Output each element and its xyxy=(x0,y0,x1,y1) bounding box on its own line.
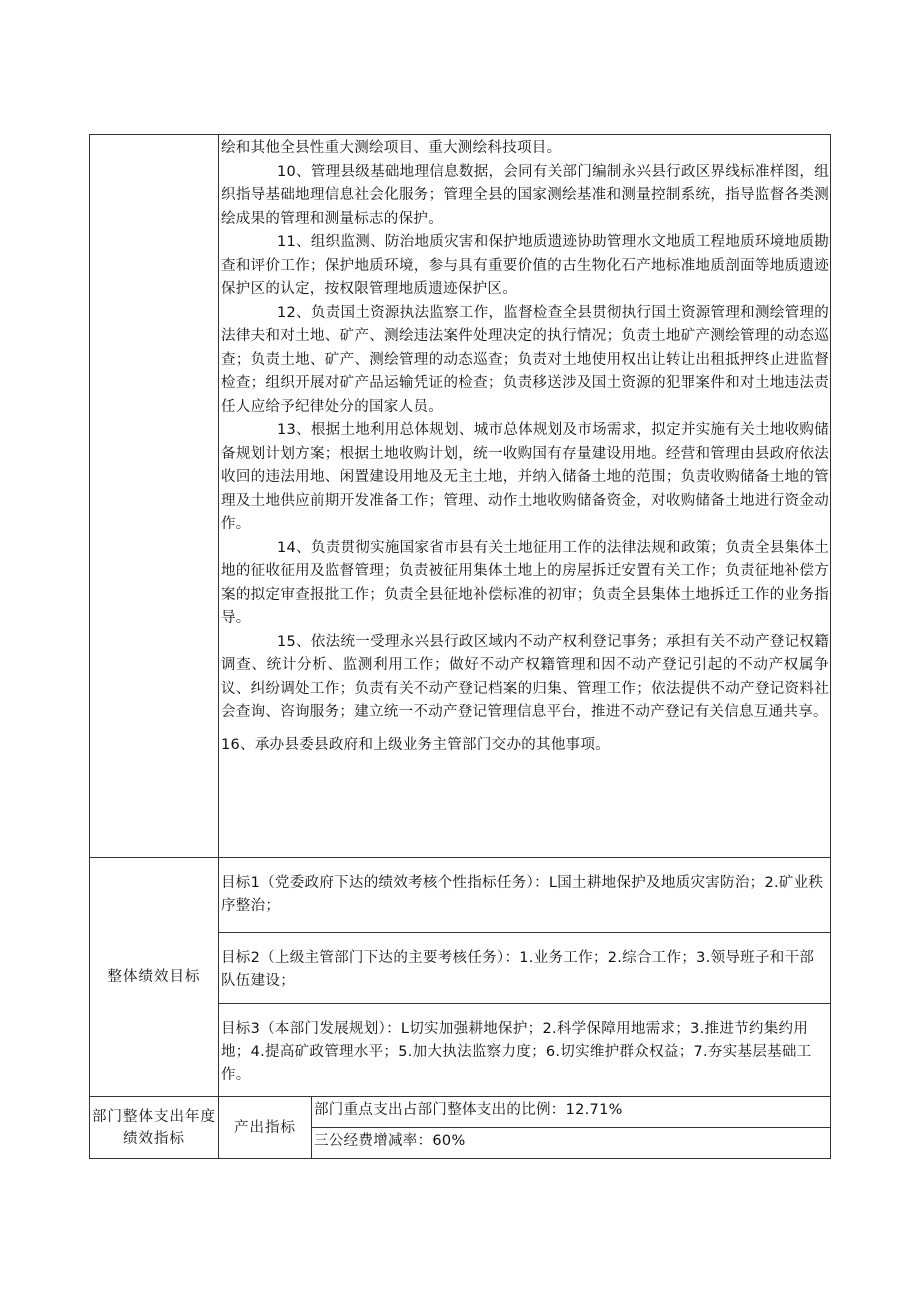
duty-item-12: 12、负责国土资源执法监察工作，监督检查全县贯彻执行国土资源管理和测绘管理的法律夫和对土地、矿产、测绘违法案件处理决定的执行情况；负责土地矿产测绘管理的动态巡查；负责土地、矿产、测绘管理的动态巡查；负责对土地使用权出让转让出租抵押终止进监督检查；组织开展对矿产品运输凭证的检查；负责移送涉及国土资源的犯罪案件和对土地违法责任人应给予纪律处分的国家人员。 xyxy=(221,304,829,415)
performance-table xyxy=(89,134,831,1159)
indicator-key-expenditure-ratio: 部门重点支出占部门整体支出的比例：12.71% xyxy=(312,1097,831,1128)
goal-target-1: 目标1（党委政府下达的绩效考核个性指标任务）：L国土耕地保护及地质灾害防治；2.矿业秩序整治； xyxy=(219,858,831,933)
goal-target-3: 目标3（本部门发展规划）：L切实加强耕地保护；2.科学保障用地需求；3.推进节约集约用地；4.提高矿政管理水平；5.加大执法监察力度；6.切实维护群众权益；7.夯实基层基础工作。 xyxy=(219,1004,831,1097)
duties-cell xyxy=(219,135,831,858)
goal-target-2: 目标2（上级主管部门下达的主要考核任务）：1.业务工作；2.综合工作；3.领导班子和干部队伍建设； xyxy=(219,933,831,1004)
annual-indicators-label: 部门整体支出年度绩效指标 xyxy=(90,1097,219,1159)
duties-row xyxy=(90,135,831,858)
duty-item-15: 15、依法统一受理永兴县行政区域内不动产权利登记事务；承担有关不动产登记权籍调查、统计分析、监测利用工作；做好不动产权籍管理和因不动产登记引起的不动产权属争议、纠纷调处工作；负责有关不动产登记档案的归集、管理工作；依法提供不动产登记资料社会查询、咨询服务；建立统一不动产登记管理信息平台，推进不动产登记有关信息互通共享。 xyxy=(221,633,829,720)
goal-row-1 xyxy=(90,858,831,933)
duty-item-10: 10、管理县级基础地理信息数据，会同有关部门编制永兴县行政区界线标准样图，组织指导基础地理信息社会化服务；管理全县的国家测绘基准和测量控制系统，指导监督各类测绘成果的管理和测量标志的保护。 xyxy=(221,163,829,227)
duty-item-9-continued: 绘和其他全县性重大测绘项目、重大测绘科技项目。 xyxy=(221,140,562,156)
indicator-three-public-expenses: 三公经费增减率：60% xyxy=(312,1128,831,1159)
indicator-row-1 xyxy=(90,1097,831,1128)
duty-item-11: 11、组织监测、防治地质灾害和保护地质遗迹协助管理水文地质工程地质环境地质勘查和评价工作；保护地质环境，参与具有重要价值的古生物化石产地标准地质剖面等地质遗迹保护区的认定，按权限管理地质遗迹保护区。 xyxy=(221,234,829,297)
duties-label-cell xyxy=(90,135,219,858)
duty-item-16: 16、承办县委县政府和上级业务主管部门交办的其他事项。 xyxy=(221,736,611,753)
overall-goals-label: 整体绩效目标 xyxy=(90,858,219,1097)
duty-item-14: 14、负责贯彻实施国家省市县有关土地征用工作的法律法规和政策；负责全县集体土地的征收征用及监督管理；负责被征用集体土地上的房屋拆迁安置有关工作；负责征地补偿方案的拟定审查报批工作；负责全县征地补偿标准的初审；负责全县集体土地拆迁工作的业务指导。 xyxy=(221,539,829,626)
duty-item-13: 13、根据土地利用总体规划、城市总体规划及市场需求，拟定并实施有关土地收购储备规划计划方案；根据土地收购计划，统一收购国有存量建设用地。经营和管理由县政府依法收回的违法用地、闲置建设用地及无主土地，并纳入储备土地的范围；负责收购储备土地的管理及土地供应前期开发准备工作；管理、动作土地收购储备资金，对收购储备土地进行资金动作。 xyxy=(221,422,829,532)
output-indicators-label: 产出指标 xyxy=(219,1097,312,1159)
